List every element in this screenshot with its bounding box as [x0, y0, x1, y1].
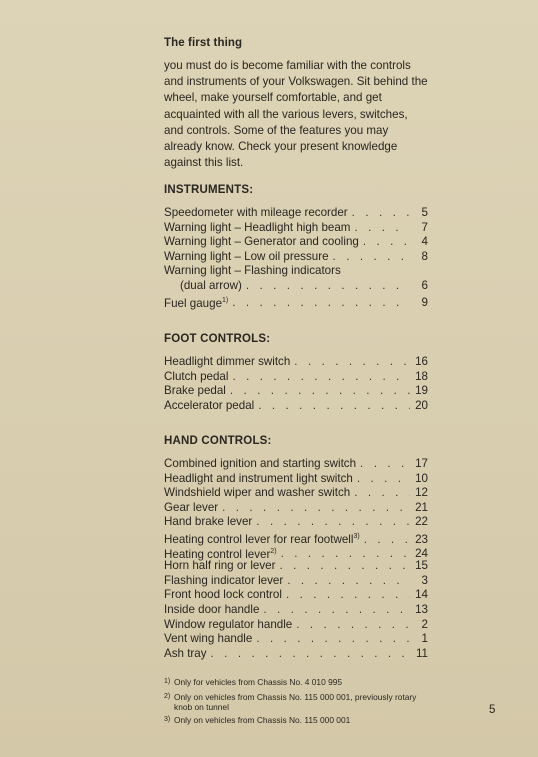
toc-entry-page: 6	[421, 278, 428, 292]
toc-entry-label	[164, 574, 283, 589]
toc-entry	[164, 399, 428, 414]
toc-entry-text: Accelerator pedal	[164, 398, 255, 412]
toc-entry-label	[164, 588, 282, 603]
footnote-text: Only on vehicles from Chassis No. 115 000 001, previously rotary knob on tunnel	[174, 691, 417, 712]
dot-leader	[256, 632, 410, 647]
footnote-mark: 2)	[164, 692, 171, 700]
toc-entry-label	[164, 472, 353, 487]
toc-entry-text: Warning light – Generator and cooling	[164, 235, 359, 249]
intro-paragraph	[164, 58, 428, 171]
toc-entry-label	[164, 559, 275, 574]
toc-entry-page: 3	[421, 573, 428, 587]
toc-entry-text: Heating control lever for rear footwell	[164, 532, 354, 546]
dot-leader	[279, 559, 410, 574]
toc-entry	[164, 530, 428, 545]
dot-leader	[246, 279, 410, 294]
section-heading: The first thing	[164, 37, 243, 49]
toc-entry	[164, 618, 428, 633]
dot-leader	[357, 472, 410, 487]
instruments-title: INSTRUMENTS:	[164, 184, 254, 196]
toc-entry-page: 12	[415, 486, 428, 500]
footnote-mark: 3)	[164, 715, 171, 723]
foot-controls-list	[164, 355, 428, 413]
foot-controls-title: FOOT CONTROLS:	[164, 333, 271, 345]
toc-entry	[164, 603, 428, 618]
toc-entry-label	[164, 221, 350, 236]
hand-controls-list	[164, 457, 428, 661]
toc-entry-text: Inside door handle	[164, 602, 260, 616]
toc-entry-text: Flashing indicator lever	[164, 573, 284, 587]
hand-controls-title: HAND CONTROLS:	[164, 435, 272, 447]
toc-entry-page: 9	[421, 296, 428, 310]
toc-entry-text: Heating control lever	[164, 547, 271, 561]
toc-entry-text: Brake pedal	[164, 384, 226, 398]
dot-leader	[286, 588, 410, 603]
toc-entry-text: Combined ignition and starting switch	[164, 457, 357, 470]
toc-entry-page: 17	[415, 457, 428, 470]
toc-entry	[164, 472, 428, 487]
toc-entry-page: 10	[415, 471, 428, 485]
toc-entry-page: 14	[415, 588, 428, 602]
toc-entry-label	[164, 384, 226, 399]
dot-leader	[222, 501, 410, 516]
toc-entry-page: 21	[415, 500, 428, 514]
footnote-marker: 2)	[270, 547, 277, 555]
footnote	[164, 692, 434, 712]
toc-entry	[164, 545, 428, 560]
dot-leader	[232, 296, 410, 311]
dot-leader	[363, 235, 410, 250]
toc-entry-page: 24	[415, 547, 428, 561]
toc-entry-text: Fuel gauge	[164, 296, 223, 310]
toc-entry-text: Warning light – Flashing indicators	[164, 264, 341, 278]
toc-entry-text: Windshield wiper and washer switch	[164, 486, 351, 500]
toc-entry	[164, 250, 428, 265]
footnote-mark: 1)	[164, 678, 171, 685]
footnote	[164, 677, 434, 689]
toc-entry	[164, 221, 428, 236]
toc-entry-page: 13	[415, 602, 428, 616]
toc-entry-text: (dual arrow)	[180, 278, 242, 292]
toc-entry	[164, 574, 428, 589]
toc-entry-page: 7	[421, 220, 428, 234]
toc-entry-text: Headlight and instrument light switch	[164, 471, 353, 485]
toc-entry-text: Gear lever	[164, 500, 219, 514]
toc-entry-page: 5	[421, 206, 428, 219]
toc-entry-label	[164, 250, 329, 265]
toc-entry	[164, 294, 428, 309]
toc-entry	[164, 559, 428, 574]
toc-entry-page: 22	[415, 515, 428, 529]
toc-entry-label	[164, 486, 350, 501]
toc-entry	[164, 370, 428, 385]
dot-leader	[360, 457, 410, 472]
footnote-text: Only for vehicles from Chassis No. 4 010 995	[174, 677, 343, 687]
toc-entry	[164, 588, 428, 603]
toc-entry-page: 2	[421, 617, 428, 631]
toc-entry-page: 23	[415, 532, 428, 546]
toc-entry-page: 18	[415, 369, 428, 383]
page-number: 5	[489, 704, 496, 716]
toc-entry-page: 11	[415, 646, 428, 660]
toc-entry-text: Hand brake lever	[164, 515, 253, 529]
instruments-list	[164, 206, 428, 308]
toc-entry-label	[164, 618, 292, 633]
toc-entry-text: Speedometer with mileage recorder	[164, 206, 348, 219]
dot-leader	[333, 250, 410, 265]
footnote	[164, 715, 434, 727]
toc-entry-page: 15	[415, 559, 428, 573]
toc-entry-label	[164, 206, 348, 221]
toc-entry-text: Headlight dimmer switch	[164, 355, 291, 368]
toc-entry-page: 1	[421, 632, 428, 646]
toc-entry-label	[164, 294, 228, 311]
toc-entry-page: 19	[415, 384, 428, 398]
toc-entry-label	[164, 632, 252, 647]
footnote-marker: 3)	[353, 532, 360, 540]
toc-entry	[164, 279, 428, 294]
dot-leader	[287, 574, 410, 589]
toc-entry-label	[164, 235, 359, 250]
dot-leader	[258, 399, 410, 414]
toc-entry	[164, 206, 428, 221]
intro-text: you must do is become familiar with the controls and instruments of your Volkswagen. Sit behind the wheel, make yourself comfortable, and get acquainted with all the various levers, switches, and controls. Some of the features you may already know. Check your present knowledge against this list.	[164, 59, 428, 170]
dot-leader	[352, 206, 410, 221]
toc-entry-text: Warning light – Low oil pressure	[164, 249, 329, 263]
toc-entry	[164, 235, 428, 250]
footnote-marker: 1)	[222, 296, 229, 304]
toc-entry-text: Horn half ring or lever	[164, 559, 276, 573]
toc-entry-text: Vent wing handle	[164, 632, 253, 646]
toc-entry	[164, 457, 428, 472]
toc-entry	[164, 486, 428, 501]
toc-entry-text: Clutch pedal	[164, 369, 229, 383]
toc-entry-text: Window regulator handle	[164, 617, 293, 631]
dot-leader	[263, 603, 410, 618]
toc-entry-text: Ash tray	[164, 646, 207, 660]
toc-entry-label	[164, 264, 341, 279]
dot-leader	[296, 618, 410, 633]
dot-leader	[256, 515, 410, 530]
footnote-text: Only on vehicles from Chassis No. 115 000 001	[174, 714, 351, 725]
toc-entry-label	[164, 501, 218, 516]
dot-leader	[230, 384, 410, 399]
dot-leader	[354, 486, 410, 501]
toc-entry-page: 16	[415, 355, 428, 368]
footnotes	[164, 677, 434, 730]
toc-entry-label	[164, 399, 254, 414]
toc-entry	[164, 355, 428, 370]
dot-leader	[294, 355, 410, 370]
toc-entry	[164, 264, 428, 279]
toc-entry-text: Warning light – Headlight high beam	[164, 220, 351, 234]
dot-leader	[211, 647, 410, 662]
toc-entry-text: Front hood lock control	[164, 588, 282, 602]
dot-leader	[354, 221, 410, 236]
toc-entry-page: 4	[421, 235, 428, 249]
toc-entry-label	[164, 647, 207, 662]
toc-entry	[164, 384, 428, 399]
toc-entry-page: 8	[421, 249, 428, 263]
toc-entry-label	[164, 370, 228, 385]
dot-leader	[364, 533, 410, 548]
toc-entry	[164, 632, 428, 647]
toc-entry	[164, 515, 428, 530]
dot-leader	[232, 370, 410, 385]
toc-entry-label	[164, 355, 290, 370]
toc-entry-page: 20	[415, 398, 428, 412]
toc-entry-label	[164, 279, 242, 294]
toc-entry-label	[164, 515, 252, 530]
toc-entry	[164, 501, 428, 516]
toc-entry-label	[164, 603, 259, 618]
toc-entry-label	[164, 457, 356, 472]
toc-entry	[164, 647, 428, 662]
